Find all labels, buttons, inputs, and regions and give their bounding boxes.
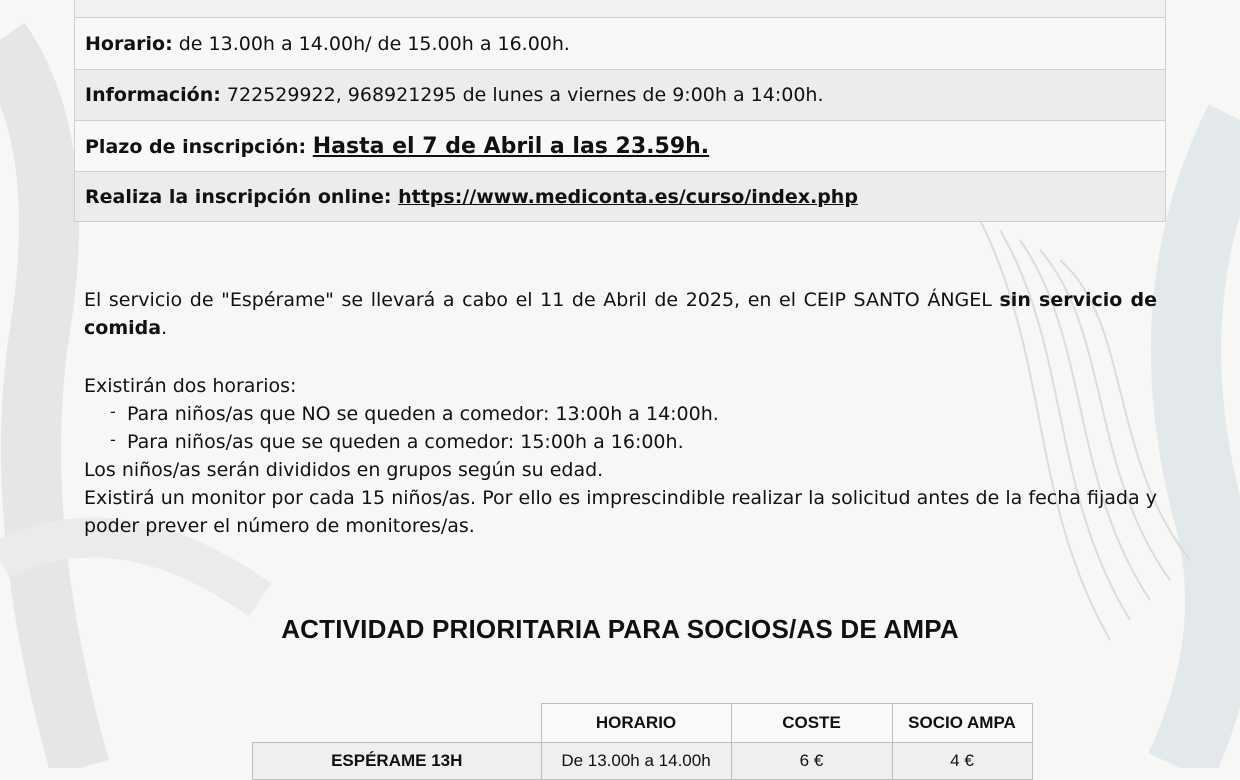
price-table [252,703,1033,780]
row-coste: 6 € [731,743,892,780]
info-table-top-cell [75,0,1166,18]
dash-bullet-icon: - [110,402,116,421]
horario-value: de 13.00h a 14.00h/ de 15.00h a 16.00h. [172,32,570,55]
horario-label: Horario: [85,32,173,55]
plazo-label: Plazo de inscripción: [85,135,313,158]
schedule-item-text: Para niños/as que NO se queden a comedor: 13:00h a 14:00h. [127,403,719,425]
schedule-list [84,400,1157,456]
row-activity-name: ESPÉRAME 13H [253,743,542,780]
schedule-block [84,372,1157,540]
schedule-item [84,400,1157,428]
plazo-row [75,121,1166,172]
informacion-value: 722529922, 968921295 de lunes a viernes de 9:00h a 14:00h. [220,84,824,106]
monitor-note: Existirá un monitor por cada 15 niños/as. Por ello es imprescindible realizar la solicitud antes de la fecha fijada y poder prever el número de monitores/as. [84,487,1157,537]
row-socio-ampa: 4 € [892,743,1032,780]
info-table [74,0,1166,222]
price-table-row [253,743,1033,780]
online-label: Realiza la inscripción online: [85,185,399,208]
plazo-deadline: Hasta el 7 de Abril a las 23.59h. [312,133,710,159]
section-title: ACTIVIDAD PRIORITARIA PARA SOCIOS/AS DE AMPA [281,614,959,644]
schedule-item [84,428,1157,456]
price-table-header-row [253,704,1033,743]
price-table-corner [253,704,542,743]
intro-text: El servicio de "Espérame" se llevará a cabo el 11 de Abril de 2025, en el CEIP SANTO ÁNGEL [84,289,1000,311]
horario-row [75,18,1166,70]
schedule-item-text: Para niños/as que se queden a comedor: 15:00h a 16:00h. [127,431,684,453]
header-socio-ampa: SOCIO AMPA [892,704,1032,743]
online-row [75,172,1166,222]
header-horario: HORARIO [541,704,731,743]
intro-bold-text: sin servicio de comida [84,289,1157,339]
online-registration-link[interactable]: https://www.mediconta.es/curso/index.php [398,185,858,208]
informacion-label: Información: [85,84,221,106]
intro-period: . [161,317,168,339]
groups-note: Los niños/as serán divididos en grupos según su edad. [84,459,604,481]
dash-bullet-icon: - [110,430,116,449]
informacion-row [75,70,1166,121]
intro-paragraph [84,286,1157,342]
header-coste: COSTE [731,704,892,743]
row-horario: De 13.00h a 14.00h [541,743,731,780]
schedule-heading: Existirán dos horarios: [84,375,297,397]
